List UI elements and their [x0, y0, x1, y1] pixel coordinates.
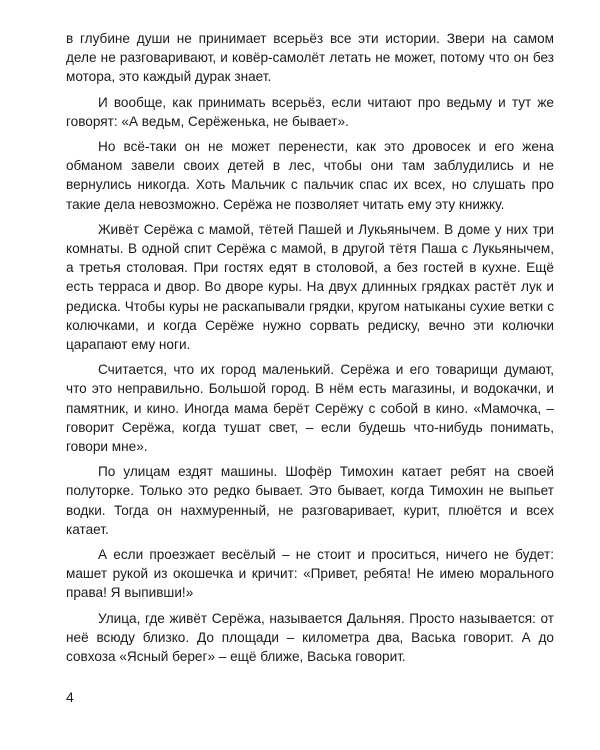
paragraph-7: А если проезжает весёлый – не стоит и проситься, ничего не будет: машет рукой из окошечка и кричит: «Привет, ребята! Не имею морального права! Я выпивши!»: [66, 547, 554, 601]
page-number: 4: [66, 689, 74, 705]
paragraph-8: Улица, где живёт Серёжа, называется Дальняя. Просто называется: от неё всюду близко. До площади – километра два, Васька говорит. А до совхоза «Ясный берег» – ещё ближе, Васька говорит.: [66, 610, 554, 665]
paragraph-6: По улицам ездят машины. Шофёр Тимохин катает ребят на своей полуторке. Только это редко бывает. Это бывает, когда Тимохин не выпьет водки. Тогда он нахмуренный, не разговаривает, курит, плюётся и всех катает.: [66, 464, 554, 537]
paragraph-1: в глубине души не принимает всерьёз все эти истории. Звери на самом деле не разговаривают, и ковёр-самолёт летать не может, потому что он без мотора, это каждый дурак знает.: [66, 31, 554, 85]
paragraph-4: Живёт Серёжа с мамой, тётей Пашей и Лукьянычем. В доме у них три комнаты. В одной спит Серёжа с мамой, в другой тётя Паша с Лукьянычем, а третья столовая. При гостях едят в столовой, а без гостей в кухне. Ещё есть терраса и двор. Во дворе куры. На двух длинных грядках растёт лук и редиска. Чтобы куры не раскапывали грядки, кругом натыканы сухие ветки с колючками, и когда Серёже нужно сорвать редиску, вечно эти колючки царапают ему ноги.: [66, 221, 554, 353]
paragraph-5: Считается, что их город маленький. Серёжа и его товарищи думают, что это неправильно. Большой город. В нём есть магазины, и водокачки, и памятник, и кино. Иногда мама берёт Серёжу с собой в кино. «Мамочка, – говорит Серёжа, когда тушат свет, – если будешь что-нибудь понимать, говори мне».: [66, 362, 554, 455]
page-text: [66, 29, 554, 672]
paragraph-2: И вообще, как принимать всерьёз, если читают про ведьму и тут же говорят: «А ведьм, Серёженька, не бывает».: [66, 94, 554, 129]
paragraph-3: Но всё-таки он не может перенести, как это дровосек и его жена обманом завели своих детей в лес, чтобы они там заблудились и не вернулись никогда. Хоть Мальчик с пальчик спас их всех, но слушать про такие дела невозможно. Серёжа не позволяет читать ему эту книжку.: [66, 139, 554, 212]
